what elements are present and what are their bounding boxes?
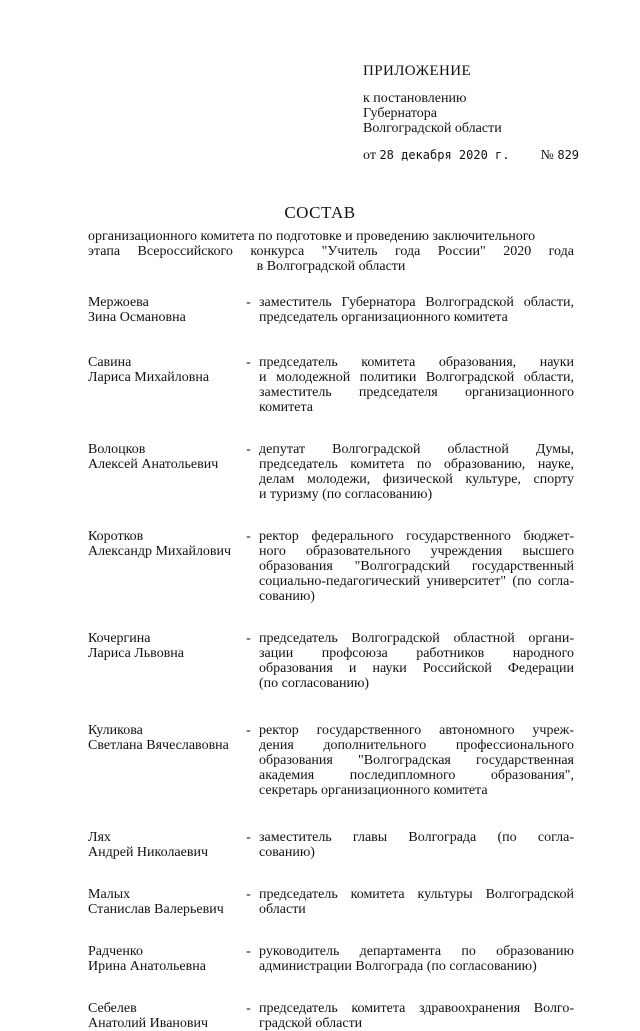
member-surname: Кочергина bbox=[88, 631, 151, 646]
member-role bbox=[259, 355, 574, 415]
member-role-line: председатель комитета здравоохранения Волго- bbox=[259, 1001, 574, 1016]
member-entry bbox=[88, 529, 574, 604]
member-entry bbox=[88, 355, 574, 415]
member-role-line: образования "Волгоградский государственный bbox=[259, 559, 574, 574]
appendix-line: к постановлению bbox=[363, 91, 467, 106]
member-name bbox=[88, 1001, 238, 1031]
member-role-line: комитета bbox=[259, 400, 314, 415]
member-role-line: образования и науки Российской Федерации bbox=[259, 661, 574, 676]
member-given-names: Зина Османовна bbox=[88, 310, 186, 325]
member-given-names: Алексей Анатольевич bbox=[88, 457, 219, 472]
decree-date-number bbox=[363, 148, 603, 163]
member-role-line: депутат Волгоградской областной Думы, bbox=[259, 442, 574, 457]
member-role-line: и молодежной политики Волгоградской области, bbox=[259, 370, 574, 385]
member-name bbox=[88, 944, 238, 974]
member-surname: Волоцков bbox=[88, 442, 146, 457]
subtitle-word: "Учитель bbox=[321, 244, 378, 259]
member-dash: - bbox=[246, 295, 251, 310]
member-given-names: Лариса Михайловна bbox=[88, 370, 210, 385]
member-role-line: социально-педагогический университет" (по согла- bbox=[259, 574, 574, 589]
member-dash: - bbox=[246, 944, 251, 959]
member-given-names: Анатолий Иванович bbox=[88, 1016, 209, 1031]
subtitle-line-3 bbox=[88, 259, 574, 274]
member-role-line: заместитель главы Волгограда (по согла- bbox=[259, 830, 574, 845]
subtitle-word: этапа bbox=[88, 244, 121, 259]
member-entry bbox=[88, 944, 574, 974]
member-name bbox=[88, 830, 238, 860]
member-role-line: заместитель Губернатора Волгоградской области, bbox=[259, 295, 574, 310]
member-role bbox=[259, 723, 574, 798]
member-entry bbox=[88, 295, 574, 325]
document-title: СОСТАВ bbox=[284, 203, 356, 222]
member-given-names: Лариса Львовна bbox=[88, 646, 185, 661]
member-role-line: председатель комитета по образованию, науке, bbox=[259, 457, 574, 472]
member-role bbox=[259, 442, 574, 502]
member-entry bbox=[88, 723, 574, 798]
member-role-line: образования "Волгоградская государственная bbox=[259, 753, 574, 768]
member-name bbox=[88, 887, 238, 917]
member-role-line: (по согласованию) bbox=[259, 676, 370, 691]
member-role-line: зации профсоюза работников народного bbox=[259, 646, 574, 661]
member-dash: - bbox=[246, 830, 251, 845]
member-role-line: секретарь организационного комитета bbox=[259, 783, 488, 798]
member-dash: - bbox=[246, 529, 251, 544]
member-dash: - bbox=[246, 631, 251, 646]
member-given-names: Ирина Анатольевна bbox=[88, 959, 206, 974]
member-role bbox=[259, 944, 574, 974]
member-given-names: Светлана Вячеславовна bbox=[88, 738, 229, 753]
subtitle-text: в Волгоградской области bbox=[256, 259, 406, 274]
member-dash: - bbox=[246, 442, 251, 457]
member-role-line: дения дополнительного профессионального bbox=[259, 738, 574, 753]
number-prefix: № bbox=[540, 148, 554, 163]
member-role-line: председатель организационного комитета bbox=[259, 310, 508, 325]
member-role-line: руководитель департамента по образованию bbox=[259, 944, 574, 959]
member-role-line: администрации Волгограда (по согласованию) bbox=[259, 959, 537, 974]
subtitle-word: года bbox=[548, 244, 574, 259]
member-surname: Малых bbox=[88, 887, 131, 902]
member-given-names: Станислав Валерьевич bbox=[88, 902, 224, 917]
member-role bbox=[259, 631, 574, 691]
subtitle-line-2 bbox=[88, 244, 574, 259]
member-surname: Коротков bbox=[88, 529, 144, 544]
members-list bbox=[88, 295, 574, 1031]
member-role bbox=[259, 295, 574, 325]
appendix-line: Волгоградской области bbox=[363, 121, 502, 136]
date-prefix: от bbox=[363, 148, 376, 163]
subtitle-line-1 bbox=[88, 229, 574, 244]
member-given-names: Андрей Николаевич bbox=[88, 845, 208, 860]
member-role-line: сованию) bbox=[259, 589, 315, 604]
member-entry bbox=[88, 1001, 574, 1031]
member-role-line: председатель Волгоградской областной органи- bbox=[259, 631, 574, 646]
appendix-block bbox=[363, 64, 603, 163]
member-role-line: сованию) bbox=[259, 845, 315, 860]
member-role-line: ректор федерального государственного бюджет- bbox=[259, 529, 574, 544]
subtitle-word: Всероссийского bbox=[137, 244, 233, 259]
appendix-heading: ПРИЛОЖЕНИЕ bbox=[363, 63, 472, 79]
member-role bbox=[259, 830, 574, 860]
appendix-line: Губернатора bbox=[363, 106, 438, 121]
member-name bbox=[88, 295, 238, 325]
member-name bbox=[88, 355, 238, 385]
member-role-line: председатель комитета образования, науки bbox=[259, 355, 574, 370]
member-name bbox=[88, 529, 238, 559]
member-role-line: области bbox=[259, 902, 306, 917]
member-entry bbox=[88, 830, 574, 860]
member-surname: Савина bbox=[88, 355, 132, 370]
member-role-line: заместитель председателя организационного bbox=[259, 385, 574, 400]
member-role-line: ного образовательного учреждения высшего bbox=[259, 544, 574, 559]
member-surname: Лях bbox=[88, 830, 111, 845]
member-dash: - bbox=[246, 887, 251, 902]
member-name bbox=[88, 723, 238, 753]
subtitle-word: 2020 bbox=[503, 244, 532, 259]
subtitle-word: года bbox=[395, 244, 421, 259]
subtitle-word: конкурса bbox=[250, 244, 305, 259]
member-role-line: председатель комитета культуры Волгоградской bbox=[259, 887, 574, 902]
member-role-line: делам молодежи, физической культуре, спорту bbox=[259, 472, 574, 487]
document-subtitle bbox=[88, 229, 574, 274]
member-role-line: градской области bbox=[259, 1016, 363, 1031]
member-role-line: ректор государственного автономного учреж- bbox=[259, 723, 574, 738]
member-entry bbox=[88, 442, 574, 502]
member-surname: Мержоева bbox=[88, 295, 149, 310]
member-entry bbox=[88, 887, 574, 917]
member-given-names: Александр Михайлович bbox=[88, 544, 232, 559]
member-name bbox=[88, 631, 238, 661]
member-surname: Куликова bbox=[88, 723, 143, 738]
member-surname: Радченко bbox=[88, 944, 143, 959]
member-name bbox=[88, 442, 238, 472]
member-role bbox=[259, 529, 574, 604]
subtitle-text: организационного комитета по подготовке и проведению заключительного bbox=[88, 229, 536, 244]
member-role bbox=[259, 887, 574, 917]
member-role bbox=[259, 1001, 574, 1031]
member-role-line: и туризму (по согласованию) bbox=[259, 487, 433, 502]
member-entry bbox=[88, 631, 574, 691]
decree-number: 829 bbox=[557, 148, 580, 162]
member-surname: Себелев bbox=[88, 1001, 137, 1016]
member-role-line: академия последипломного образования", bbox=[259, 768, 574, 783]
member-dash: - bbox=[246, 1001, 251, 1016]
member-dash: - bbox=[246, 355, 251, 370]
subtitle-word: России" bbox=[437, 244, 486, 259]
member-dash: - bbox=[246, 723, 251, 738]
decree-date: 28 декабря 2020 г. bbox=[379, 148, 510, 162]
